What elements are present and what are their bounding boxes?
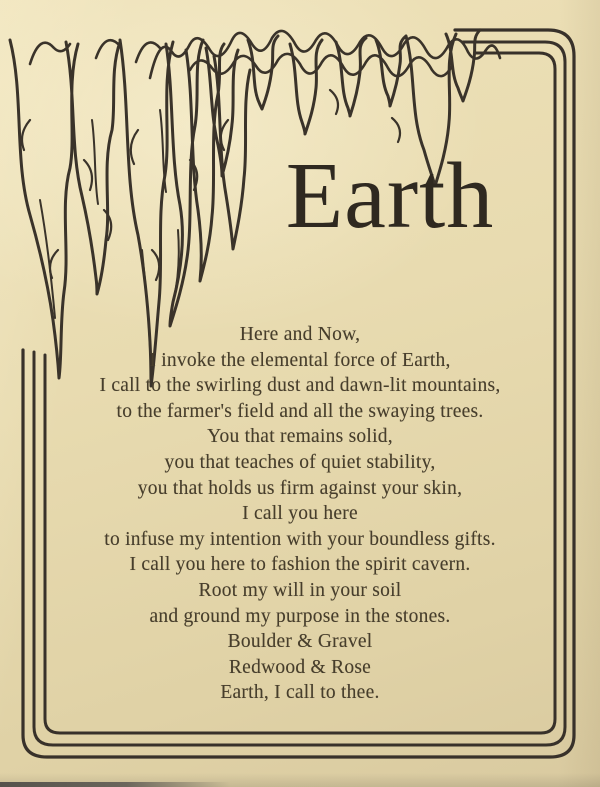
verse-line: I invoke the elemental force of Earth, [149, 349, 451, 371]
verse-line: Root my will in your soil [198, 579, 402, 601]
verse-line: I call you here to fashion the spirit cavern. [129, 554, 471, 576]
verse-line: and ground my purpose in the stones. [149, 605, 451, 627]
roots-top-fringe [30, 31, 500, 78]
verse-line: you that teaches of quiet stability, [164, 451, 436, 473]
verse-line: to infuse my intention with your boundless gifts. [104, 528, 496, 550]
verse-line: You that remains solid, [207, 426, 393, 448]
invocation-verse [50, 322, 550, 706]
verse-line: Earth, I call to thee. [220, 682, 380, 704]
verse-line: you that holds us firm against your skin, [137, 477, 463, 499]
verse-line: to the farmer's field and all the swaying trees. [116, 400, 484, 422]
photo-edge-artifact [0, 782, 230, 787]
verse-line: Boulder & Gravel [227, 631, 373, 653]
verse-line: I call to the swirling dust and dawn-lit mountains, [99, 375, 501, 397]
poster-title: Earth [285, 144, 495, 248]
verse-line: Here and Now, [239, 324, 361, 345]
verse-line: I call you here [242, 503, 358, 525]
verse-line: Redwood & Rose [228, 656, 372, 678]
